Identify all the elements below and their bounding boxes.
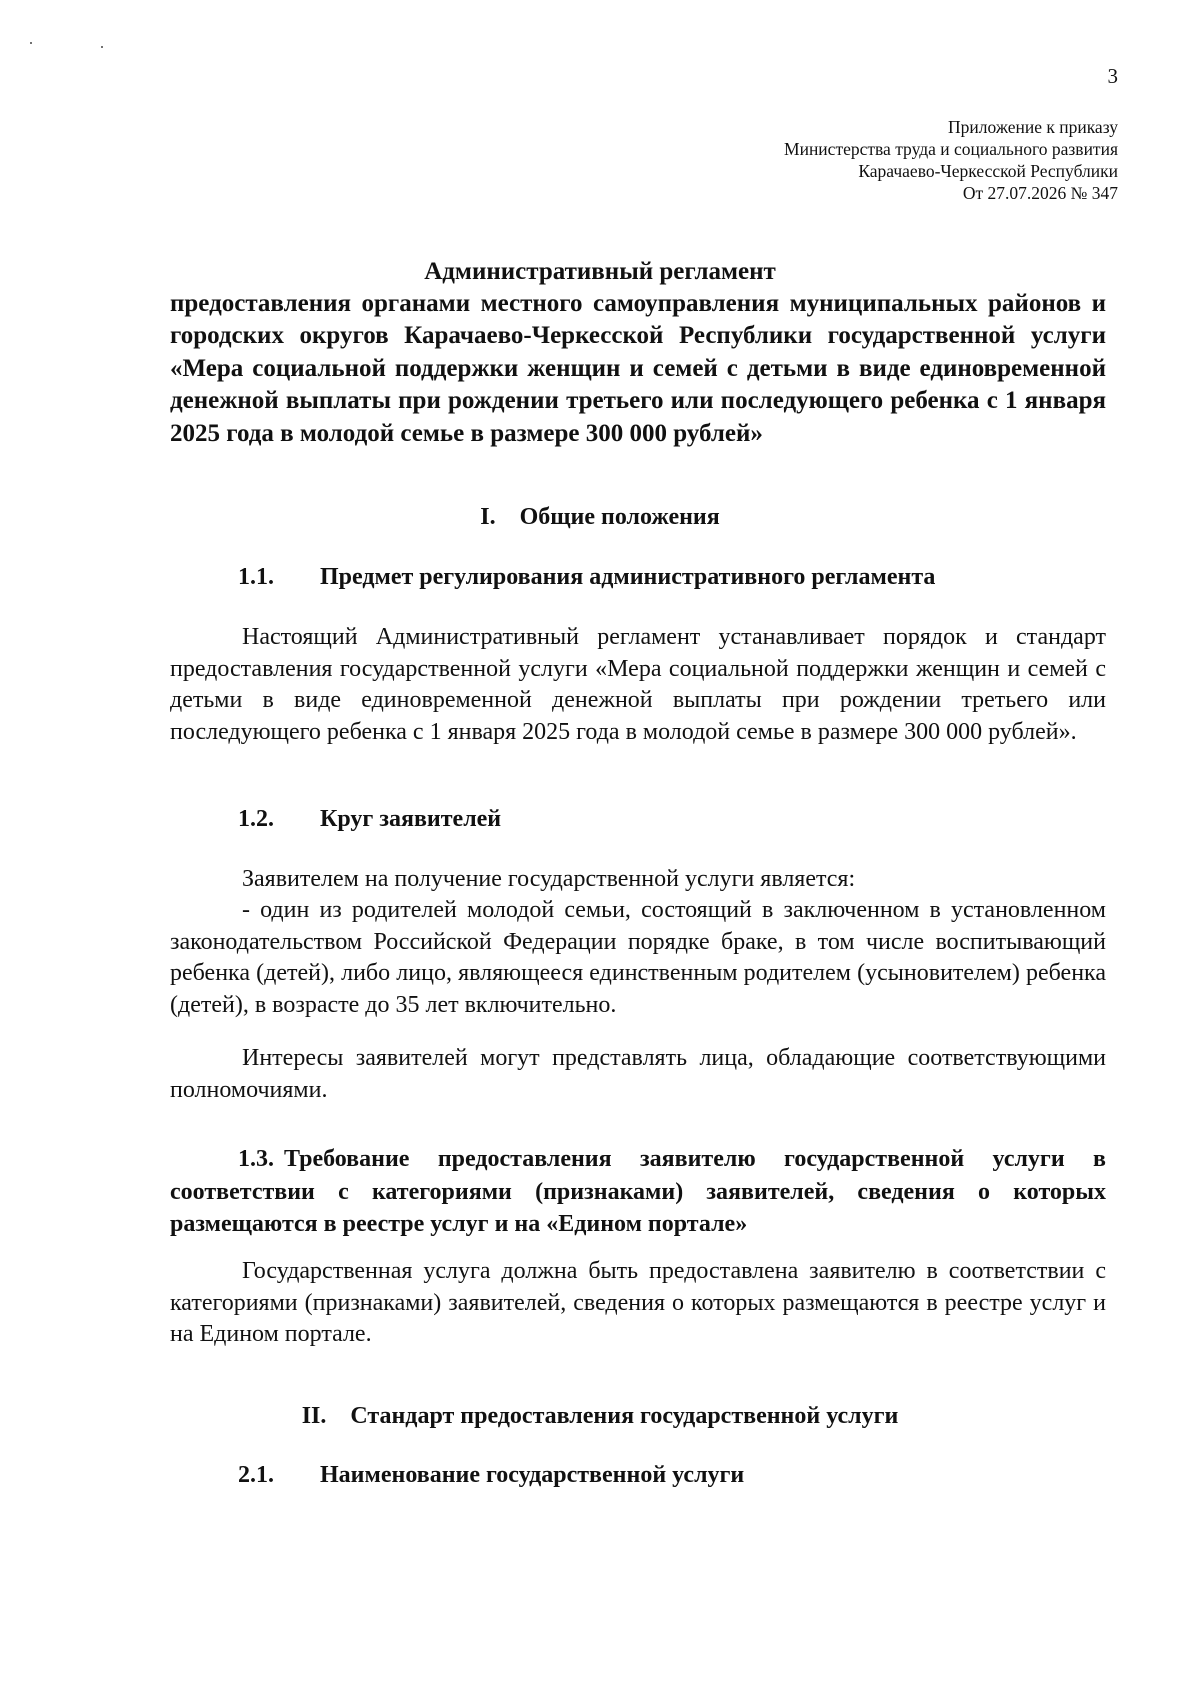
- subsection-number: 1.2.: [238, 806, 274, 832]
- subsection-heading-1-1: [238, 564, 935, 591]
- scan-speck: [101, 46, 103, 48]
- document-subtitle: предоставления органами местного самоуправления муниципальных районов и городских округов Карачаево-Черкесской Республики государственной услуги «Мера социальной поддержки женщин и семей с детьми в виде единовременной денежной выплаты при рождении третьего или последующего ребенка с 1 января 2025 года в молодой семье в размере 300 000 рублей»: [170, 290, 1106, 447]
- section-number: II.: [301, 1403, 327, 1429]
- subsection-title: Предмет регулирования административного регламента: [320, 564, 936, 590]
- subsection-heading-1-2: [238, 806, 501, 833]
- subsection-heading-2-1: [238, 1462, 744, 1489]
- document-title: Административный регламент: [424, 258, 776, 285]
- subsection-number: 1.3.: [238, 1146, 274, 1172]
- scan-speck: [30, 42, 32, 44]
- page-number: 3: [1107, 64, 1118, 88]
- section-title: Общие положения: [519, 504, 720, 530]
- appendix-date-line: От 27.07.2026 № 347: [962, 183, 1118, 203]
- paragraph-1-2-item: - один из родителей молодой семьи, состоящий в заключенном в установленном законодательством Российской Федерации порядке браке, в том числе воспитывающий ребенка (детей), либо лицо, являющееся единственным родителем (усыновителем) ребенка (детей), в возрасте до 35 лет включительно.: [170, 897, 1106, 1018]
- section-title: Стандарт предоставления государственной услуги: [350, 1403, 899, 1429]
- subsection-heading-1-3: [170, 1143, 1106, 1241]
- subsection-title: Наименование государственной услуги: [320, 1462, 745, 1488]
- appendix-line: Министерства труда и социального развития: [784, 139, 1118, 159]
- paragraph-1-1: Настоящий Административный регламент устанавливает порядок и стандарт предоставления государственной услуги «Мера социальной поддержки женщин и семей с детьми в виде единовременной денежной выплаты при рождении третьего или последующего ребенка с 1 января 2025 года в молодой семье в размере 300 000 рублей».: [170, 624, 1106, 745]
- subsection-number: 1.1.: [238, 564, 274, 590]
- section-number: I.: [480, 504, 496, 530]
- section-heading-1: [0, 504, 1200, 531]
- subsection-title: Круг заявителей: [320, 806, 502, 832]
- appendix-block: [598, 116, 1118, 204]
- appendix-line: Приложение к приказу: [948, 117, 1118, 137]
- paragraph-1-2-interests: Интересы заявителей могут представлять лица, обладающие соответствующими полномочиями.: [170, 1045, 1106, 1103]
- appendix-line: Карачаево-Черкесской Республики: [858, 161, 1118, 181]
- subsection-number: 2.1.: [238, 1462, 274, 1488]
- subsection-title: Требование предоставления заявителю государственной услуги в соответствии с категориями (признаками) заявителей, сведения о которых размещаются в реестре услуг и на «Едином портале»: [170, 1146, 1106, 1237]
- paragraph-1-3: Государственная услуга должна быть предоставлена заявителю в соответствии с категориями (признаками) заявителей, сведения о которых размещаются в реестре услуг и на Едином портале.: [170, 1258, 1106, 1347]
- section-heading-2: [0, 1403, 1200, 1430]
- paragraph-1-2-intro: Заявителем на получение государственной услуги является:: [242, 866, 856, 892]
